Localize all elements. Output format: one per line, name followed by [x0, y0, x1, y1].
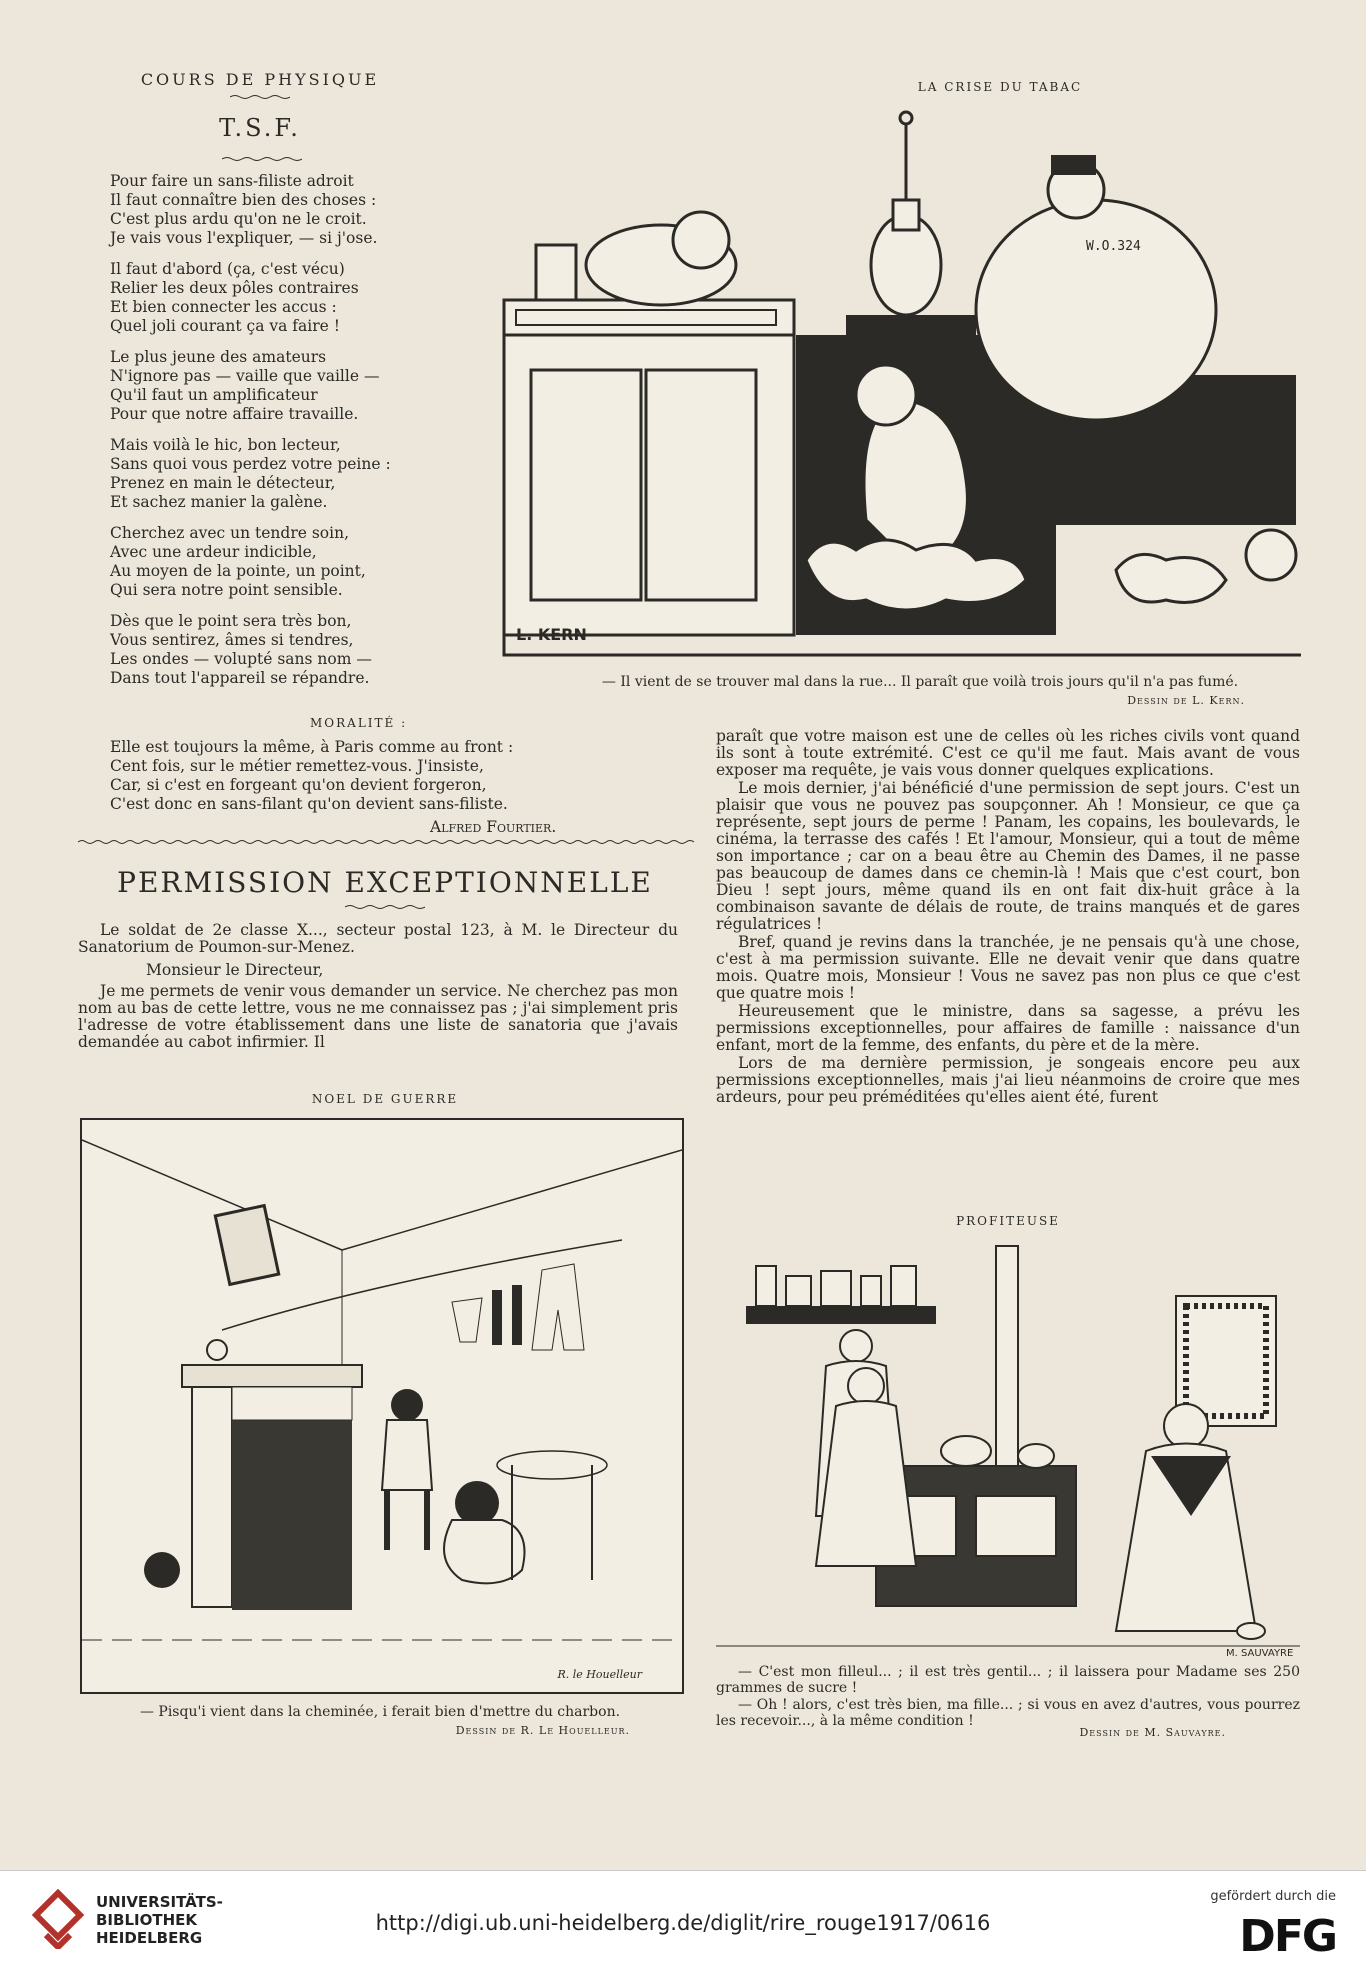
- profiteuse-caption: [716, 1664, 1300, 1730]
- university-name-line: UNIVERSITÄTS-: [96, 1893, 223, 1911]
- tabac-caption: — Il vient de se trouver mal dans la rue... Il paraît que voilà trois jours qu'il n'a pas fumé.: [601, 674, 1239, 690]
- stanza: [110, 524, 440, 600]
- poem-body: [110, 172, 440, 700]
- salutation: Monsieur le Directeur,: [146, 961, 324, 979]
- profiteuse-signature: M. SAUVAYRE: [1226, 1648, 1294, 1659]
- verse-line: Cherchez avec un tendre soin,: [110, 524, 349, 542]
- article-intro: Le soldat de 2e classe X..., secteur postal 123, à M. le Directeur du Sanatorium de Poumon-sur-Menez.: [78, 921, 678, 956]
- article-body-left: [78, 922, 678, 1052]
- verse-line: Qui sera notre point sensible.: [110, 581, 343, 599]
- verse-line: Il faut d'abord (ça, c'est vécu): [110, 260, 345, 278]
- article-paragraph: Bref, quand je revins dans la tranchée, je ne pensais qu'à une chose, c'est à ma permission suivante. Elle ne devait venir que dans quatre mois. Quatre mois, Monsieur ! Vous ne savez pas non plus ce que c'est que quatre mois !: [716, 933, 1300, 1002]
- verse-line: Dans tout l'appareil se répandre.: [110, 669, 370, 687]
- caption-line: — Oh ! alors, c'est très bien, ma fille... ; si vous en avez d'autres, vous pourrez les recevoir..., à la même condition !: [716, 1697, 1300, 1729]
- moralite-verse: [110, 738, 630, 814]
- crise-du-tabac-illustration: [496, 100, 1306, 662]
- poem-author: Alfred Fourtier.: [430, 818, 557, 836]
- section-title: COURS DE PHYSIQUE: [140, 70, 380, 89]
- stanza: [110, 436, 440, 512]
- dfg-logo: DFG: [1239, 1911, 1336, 1962]
- verse-line: C'est plus ardu qu'on ne le croit.: [110, 210, 367, 228]
- article-title: PERMISSION EXCEPTIONNELLE: [117, 866, 653, 899]
- university-name-line: HEIDELBERG: [96, 1929, 203, 1947]
- ornament-divider: [345, 904, 425, 910]
- stanza: [110, 612, 440, 688]
- verse-line: Pour que notre affaire travaille.: [110, 405, 359, 423]
- article-paragraph: paraît que votre maison est une de celles où les riches civils vont quand ils sont à toute extrémité. C'est ce qu'il me faut. Mais avant de vous exposer ma requête, je vais vous donner quelques explications.: [716, 727, 1300, 779]
- verse-line: Il faut connaître bien des choses :: [110, 191, 377, 209]
- tabac-credit: Dessin de L. Kern.: [1127, 694, 1245, 707]
- profiteuse-illustration: [716, 1236, 1300, 1662]
- verse-line: Les ondes — volupté sans nom —: [110, 650, 372, 668]
- caption-line: — C'est mon filleul... ; il est très gentil... ; il laissera pour Madame ses 250 grammes de sucre !: [716, 1664, 1300, 1696]
- verse-line: Mais voilà le hic, bon lecteur,: [110, 436, 341, 454]
- ornament-divider: [222, 156, 302, 162]
- verse-line: Dès que le point sera très bon,: [110, 612, 352, 630]
- article-paragraph: Le mois dernier, j'ai bénéficié d'une permission de sept jours. C'est un plaisir que vous ne pouvez pas soupçonner. Ah ! Monsieur, ce que ça représente, sept jours de perme ! Panam, les copains, les boulevards, le cinéma, la terrasse des cafés ! Et l'amour, Monsieur, qui a tout de même son importance ; car on a beau être au Chemin des Dames, il ne passe pas beaucoup de dames dans ce chemin-là ! Mais que c'est court, bon Dieu ! sept jours, même quand ils en ont fait dix-huit grâce à la combinaison savante de délais de route, de trains manqués et de gares régulatrices !: [716, 779, 1300, 933]
- verse-line: Vous sentirez, âmes si tendres,: [110, 631, 354, 649]
- wavy-rule: [78, 838, 698, 846]
- verse-line: Prenez en main le détecteur,: [110, 474, 336, 492]
- verse-line: Relier les deux pôles contraires: [110, 279, 359, 297]
- verse-line: Cent fois, sur le métier remettez-vous. J'insiste,: [110, 757, 484, 775]
- stanza: [110, 172, 440, 248]
- verse-line: Pour faire un sans-filiste adroit: [110, 172, 354, 190]
- verse-line: Le plus jeune des amateurs: [110, 348, 327, 366]
- stanza: [110, 260, 440, 336]
- tabac-title: LA CRISE DU TABAC: [917, 80, 1083, 94]
- funded-by-label: gefördert durch die: [1210, 1889, 1336, 1904]
- article-paragraph: Lors de ma dernière permission, je songeais encore peu aux permissions exceptionnelles, mais j'ai lieu néanmoins de croire que mes ardeurs, pour peu préméditées qu'elles aient été, furent: [716, 1054, 1300, 1106]
- ornament-divider: [230, 94, 290, 100]
- police-badge: W.O.324: [1086, 239, 1141, 254]
- moralite-label: MORALITÉ :: [310, 716, 408, 730]
- article-paragraph: Je me permets de venir vous demander un service. Ne cherchez pas mon nom au bas de cette lettre, vous ne me connaissez pas ; j'ai simplement pris l'adresse de votre établissement dans une liste de sanatoria que j'avais demandée au cabot infirmier. Il: [78, 982, 678, 1051]
- profiteuse-title: PROFITEUSE: [956, 1214, 1060, 1228]
- viewer-footer: [0, 1870, 1366, 1974]
- noel-title: NOEL DE GUERRE: [311, 1092, 459, 1106]
- noel-de-guerre-illustration: [80, 1118, 684, 1694]
- verse-line: Car, si c'est en forgeant qu'on devient forgeron,: [110, 776, 487, 794]
- university-name-line: BIBLIOTHEK: [96, 1911, 197, 1929]
- verse-line: Avec une ardeur indicible,: [110, 543, 317, 561]
- verse-line: Et bien connecter les accus :: [110, 298, 337, 316]
- noel-credit: Dessin de R. Le Houelleur.: [455, 1724, 630, 1737]
- verse-line: Elle est toujours la même, à Paris comme au front :: [110, 738, 514, 756]
- stanza: [110, 348, 440, 424]
- article-body-right: [716, 728, 1300, 1107]
- article-paragraph: Heureusement que le ministre, dans sa sagesse, a prévu les permissions exceptionnelles, pour affaires de famille : naissance d'un enfant, mort de la femme, des enfants, du père et de la mère.: [716, 1002, 1300, 1054]
- verse-line: N'ignore pas — vaille que vaille —: [110, 367, 380, 385]
- poem-title: T.S.F.: [219, 114, 301, 142]
- verse-line: Qu'il faut un amplificateur: [110, 386, 318, 404]
- verse-line: C'est donc en sans-filant qu'on devient sans-filiste.: [110, 795, 508, 813]
- tabac-signature: L. KERN: [516, 625, 587, 644]
- verse-line: Au moyen de la pointe, un point,: [110, 562, 366, 580]
- verse-line: Sans quoi vous perdez votre peine :: [110, 455, 391, 473]
- verse-line: Et sachez manier la galène.: [110, 493, 328, 511]
- permalink-url[interactable]: http://digi.ub.uni-heidelberg.de/diglit/rire_rouge1917/0616: [375, 1911, 991, 1935]
- noel-caption: — Pisqu'i vient dans la cheminée, i ferait bien d'mettre du charbon.: [139, 1704, 621, 1720]
- noel-signature: R. le Houelleur: [557, 1668, 642, 1681]
- verse-line: Quel joli courant ça va faire !: [110, 317, 340, 335]
- verse-line: Je vais vous l'expliquer, — si j'ose.: [110, 229, 378, 247]
- profiteuse-credit: Dessin de M. Sauvayre.: [1079, 1726, 1226, 1739]
